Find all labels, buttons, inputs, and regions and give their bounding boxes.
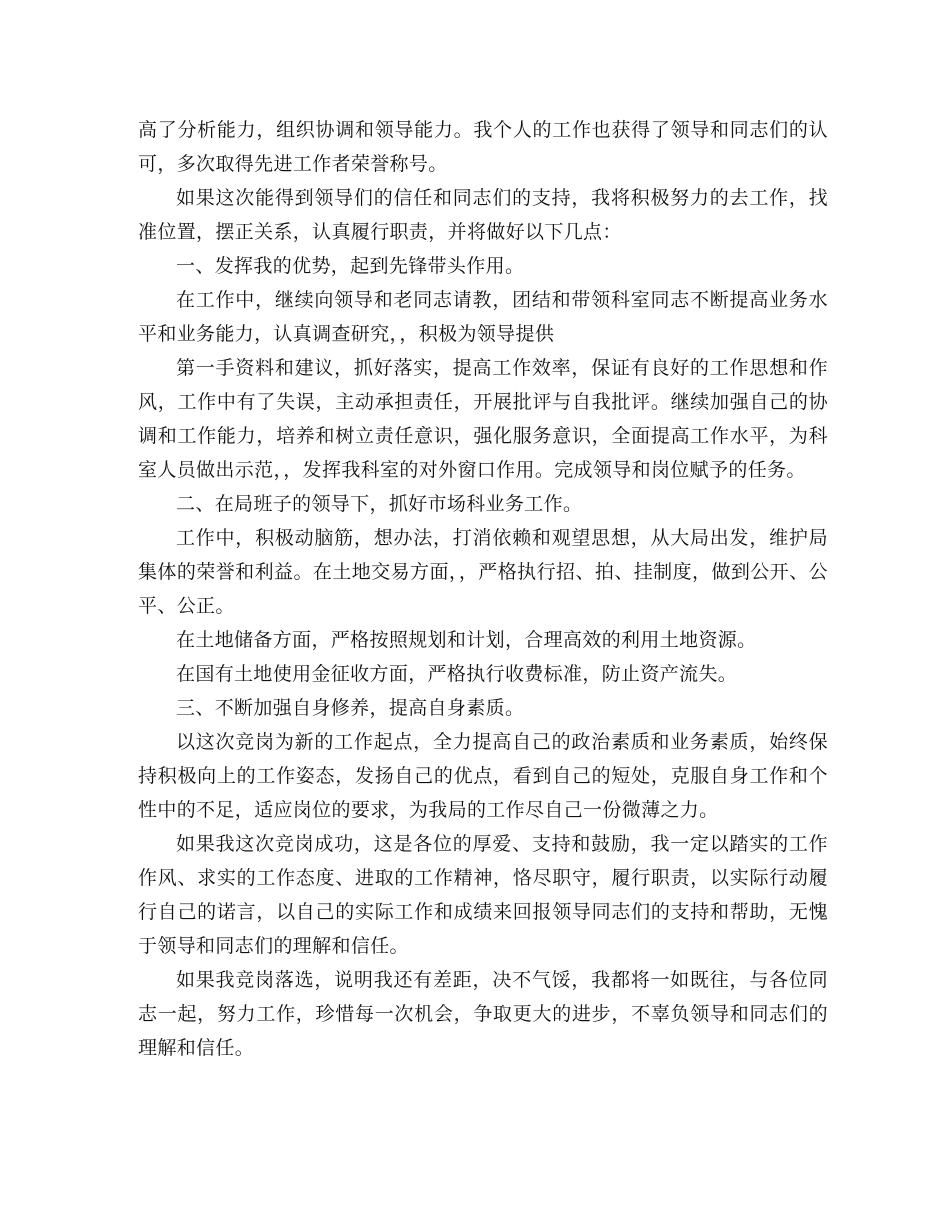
document-body — [138, 113, 828, 1065]
paragraph-intro: 如果这次能得到领导们的信任和同志们的支持，我将积极努力的去工作，找准位置，摆正关系，认真履行职责，并将做好以下几点： — [138, 187, 828, 243]
paragraph: 工作中，积极动脑筋，想办法，打消依赖和观望思想，从大局出发，维护局集体的荣誉和利益。在土地交易方面，，严格执行招、拍、挂制度，做到公开、公平、公正。 — [138, 527, 828, 617]
paragraph: 如果我这次竞岗成功，这是各位的厚爱、支持和鼓励，我一定以踏实的工作作风、求实的工作态度、进取的工作精神，恪尽职守，履行职责，以实际行动履行自己的诺言，以自己的实际工作和成绩来回报领导同志们的支持和帮助，无愧于领导和同志们的理解和信任。 — [138, 833, 828, 957]
section-heading-3: 三、不断加强自身修养，提高自身素质。 — [176, 697, 525, 719]
paragraph: 在国有土地使用金征收方面，严格执行收费标准，防止资产流失。 — [176, 663, 738, 685]
paragraph: 在工作中，继续向领导和老同志请教，团结和带领科室同志不断提高业务水平和业务能力，认真调查研究，，积极为领导提供 — [138, 289, 828, 345]
paragraph: 第一手资料和建议，抓好落实，提高工作效率，保证有良好的工作思想和作风，工作中有了失误，主动承担责任，开展批评与自我批评。继续加强自己的协调和工作能力，培养和树立责任意识，强化服务意识，全面提高工作水平，为科室人员做出示范，，发挥我科室的对外窗口作用。完成领导和岗位赋予的任务。 — [138, 357, 828, 481]
paragraph-continuation: 高了分析能力，组织协调和领导能力。我个人的工作也获得了领导和同志们的认可，多次取得先进工作者荣誉称号。 — [138, 119, 828, 175]
paragraph: 在土地储备方面，严格按照规划和计划，合理高效的利用土地资源。 — [176, 629, 757, 651]
section-heading-1: 一、发挥我的优势，起到先锋带头作用。 — [176, 255, 525, 277]
section-heading-2: 二、在局班子的领导下，抓好市场科业务工作。 — [176, 493, 583, 515]
paragraph: 以这次竞岗为新的工作起点，全力提高自己的政治素质和业务素质，始终保持积极向上的工作姿态，发扬自己的优点，看到自己的短处，克服自身工作和个性中的不足，适应岗位的要求，为我局的工作尽自己一份微薄之力。 — [138, 731, 828, 821]
paragraph-closing: 如果我竞岗落选，说明我还有差距，决不气馁，我都将一如既往，与各位同志一起，努力工作，珍惜每一次机会，争取更大的进步，不辜负领导和同志们的理解和信任。 — [138, 969, 828, 1059]
